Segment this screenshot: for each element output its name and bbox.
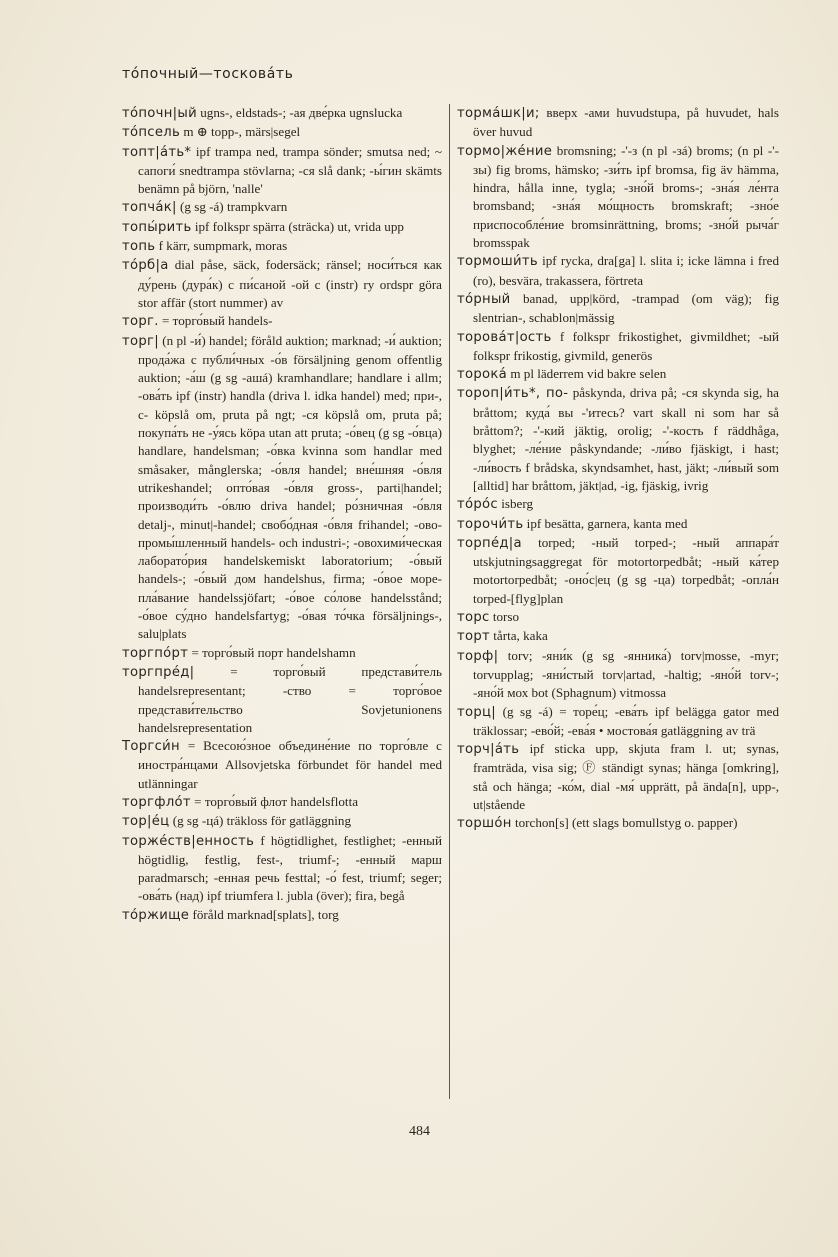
headword: торф| [457, 648, 499, 664]
headword: торт [457, 629, 491, 645]
dictionary-entry [457, 142, 779, 253]
headword: торгфло́т [122, 794, 191, 810]
entry-text: ipf besätta, garnera, kanta med [523, 515, 688, 531]
entry-text: isberg [497, 496, 533, 512]
entry-text: (g sg -цá) träkloss för gatläggning [169, 813, 352, 829]
entry-text: (g sg -á) = торе́ц; -ева́ть ipf belägga gator med träklossar; -ево́й; -ева́я • мостова́я gatläggning av trä [473, 703, 779, 738]
entry-text: dial påse, säck, fodersäck; ränsel; носи́ться как ду́рень (дура́к) с пи́саной -ой с (instr) ry ordspr göra stor affär (stort nummer) av [138, 257, 442, 310]
headword: тор|е́ц [122, 814, 170, 830]
dictionary-entry [122, 218, 442, 237]
dictionary-entry [122, 793, 442, 812]
entry-text: torv; -яни́к (g sg -янника́) torv|mosse, -myr; torvupplag; -яни́стый torv|artad, -haltig; -яно́й torv-; -яно́й мох bot (Sphagnum) vitmossa [473, 647, 779, 701]
dictionary-entry [122, 104, 442, 123]
page-number: 484 [409, 1124, 430, 1139]
headword: топт|а́ть* [122, 144, 192, 160]
dictionary-entry [457, 252, 779, 290]
entry-text: ipf trampa ned, trampa sönder; smutsa ned; ~ сапоги́ snedtrampa stövlarna; -ся slå dank; -ы́гин skämts benämn på björn, 'nalle' [138, 143, 442, 197]
dictionary-entry [457, 534, 779, 608]
dictionary-entry [457, 365, 779, 384]
dictionary-entry [457, 740, 779, 814]
entry-text: banad, upp|körd, -trampad (om väg); fig slentrian-, schablon|mässig [473, 290, 779, 326]
headword: тороп|и́ть*, по- [457, 386, 569, 402]
dictionary-entry [122, 644, 442, 663]
entry-text: f folkspr frikostighet, givmildhet; -ый folkspr frikostig, givmild, generös [473, 328, 779, 363]
dictionary-entry [122, 906, 442, 925]
headword: торц| [457, 704, 497, 720]
entry-text: = торго́вый порт handelshamn [188, 644, 356, 660]
headword: то́почн|ый [122, 106, 197, 121]
dictionary-entry [122, 737, 442, 793]
entry-text: tårta, kaka [490, 628, 548, 644]
headword: топь [122, 239, 156, 255]
dictionary-entry [457, 608, 779, 627]
entry-text: ipf folkspr spärra (sträcka) ut, vrida upp [191, 218, 404, 234]
dictionary-entry [457, 104, 779, 142]
dictionary-entry [122, 143, 442, 199]
dictionary-entry [122, 123, 442, 142]
headword: тормоши́ть [457, 254, 538, 270]
entry-text: torchon[s] (ett slags bomullstyg o. papper) [511, 815, 738, 831]
dictionary-entry [122, 312, 442, 331]
headword: торч|а́ть [457, 742, 520, 758]
entry-text: påskynda, driva på; -ся skynda sig, ha brått​om; куда́ вы -'итесь? vart skall ni som har så bråttom?; -'-кий jäktig, orolig; -'-кость f räddhåga, blyghet; -ле́ние påskyndande; -ли́во fjäskigt, i hast; -ли́вость f brådska, skyndsamhet, hast, jäkt; -ли́вый som [alltid] har bråttom, jäkt|ad, -ig, fjäskig, ivrig [473, 385, 779, 493]
entry-text: bromsning; -'-з (n pl -зá) broms; (n pl -'-зы) fig broms, hämsko; -зи́ть ipf bromsa, fig äv hämma, hindra, hålla inne, tygla; -зно́й broms-; -зна́я ле́нта bromsband; -зна́я мо́щность bromskraft; -зно́е приспособле́ние bromsinrättning, broms; -зно́й рыча́г bromsspak [473, 142, 779, 251]
dictionary-entry [122, 256, 442, 312]
headword: торг| [122, 333, 159, 349]
dictionary-entry [457, 627, 779, 646]
headword: торова́т|ость [457, 329, 552, 345]
entry-text: (g sg -á) trampkvarn [176, 199, 288, 215]
headword: то́псель [122, 125, 181, 141]
entry-text: ipf sticka upp, skjuta fram l. ut; synas, framträda, visa sig; Ⓕ ständigt synas; hänga [omkring], stå och hänga; -ко́м, dial -мя́ upprätt, på ända[n], upp-, ut|stående [473, 741, 779, 812]
entry-text: = Всесою́зное объедине́ние по торго́вле с иностра́нцами Allsovjetska förbundet för handel med utlänningar [138, 738, 442, 791]
dictionary-entry [122, 332, 442, 644]
headword: торма́шк|и; [457, 106, 540, 121]
headword: торока́ [457, 367, 508, 383]
headword: топы́рить [122, 219, 192, 235]
dictionary-entry [457, 384, 779, 495]
headword: тормо|же́ние [457, 143, 553, 159]
entry-text: = торго́вый представи́тель handelsrepresentant; -ство = торго́вое представи́тельство Sovjetunionens handelsrepresentation [138, 663, 442, 735]
entry-text: вверх -ами huvudstupa, på huvudet, hals över huvud [473, 105, 779, 140]
headword: торгпре́д| [122, 664, 195, 680]
headword: торочи́ть [457, 516, 524, 532]
entry-text: föråld marknad[splats], torg [189, 906, 339, 922]
dictionary-entry [457, 290, 779, 328]
entry-text: ugns-, eldstads-; -ая две́рка ugnslucka [196, 105, 403, 120]
headword: топча́к| [122, 200, 177, 216]
headword: торпе́д|а [457, 535, 522, 551]
headword: то́рный [457, 291, 511, 307]
entry-text: = торго́вый флот handelsflotta [190, 793, 359, 809]
headword: торс [457, 610, 490, 626]
entry-text: = торго́вый handels- [158, 313, 273, 329]
entry-text: m pl läderrem vid bakre selen [507, 366, 667, 382]
headword: Торгси́н [122, 739, 180, 755]
headword: то́ржище [122, 907, 190, 923]
entry-text: ipf rycka, dra[ga] l. slita i; icke lämna i fred (ro), besvära, trakassera, förtreta [473, 253, 779, 288]
entry-text: m ⊕ topp-, märs|segel [180, 124, 301, 140]
dictionary-entry [457, 515, 779, 534]
headword: торже́ств|енность [122, 833, 255, 849]
headword: то́ро́с [457, 497, 498, 513]
headword: торг. [122, 314, 159, 330]
entry-text: f högtidlighet, festlighet; -енный högtidlig, festlig, fest-, triumf-; -енный марш paradmarsch; -енная речь festtal; -о́ fest, triumf; seger; -ова́ть (над) ipf triumfera l. jubla (över); fira, begå [138, 832, 442, 904]
dictionary-entry [122, 832, 442, 906]
running-head: то́почный—тоскова́ть [122, 66, 294, 82]
dictionary-entry [457, 703, 779, 741]
column-divider [449, 104, 450, 1099]
entry-text: f kärr, sumpmark, moras [155, 238, 288, 254]
dictionary-entry [457, 328, 779, 366]
entry-text: (n pl -и́) handel; föråld auktion; marknad; -и́ auktion; прода́жа с публи́чных -о́в försäljning genom offentlig auktion; -а́ш (g sg -ашá) kramhandlare; handlare i allm; -ова́ть ipf (instr) handla (driva l. idka handel) med; при-, с- köpslå om, pruta på ngt; -ся köpslå om, pruta på; покупа́ть не -у́ясь köpa utan att pruta; -о́вец (g sg -о́вца) handlare, handelsman; -о́вка kvinna som handlar med småsaker, månglerska; -о́вля handel; вне́шняя -о́вля utrikeshandel; опто́вая -о́вля gross-, parti|handel; производи́ть -о́влю driva handel; ро́зничная -о́вля detalj-, minut|-handel; свобо́дная -о́вля frihandel; -ово-промы́шленный handels- och industri-; -овохими́ческая лаборато́рия handelskemiskt laboratorium; -о́вый handels-; -о́вый дом handelshus, firma; -о́вое море-пла́вание handelssjöfart; -о́вое со́лове handelsstånd; -о́вое су́дно handelsfartyg; -о́вая то́чка försäljnings-, salu|plats [138, 332, 442, 642]
dictionary-entry [457, 814, 779, 833]
entry-text: torso [489, 609, 520, 625]
entry-text: torped; -ный torped-; -ный аппара́т utskjutningsaggregat för motortorpedbåt; -ный ка́тер motortorpedbåt; -оно́с|ец (g sg -ца) torpedbåt; -опла́н torped-[flyg]plan [473, 534, 779, 606]
dictionary-entry [122, 198, 442, 217]
dictionary-entry [122, 663, 442, 737]
right-column [457, 104, 779, 834]
headword: торгпо́рт [122, 645, 189, 661]
headword: торшо́н [457, 816, 512, 832]
headword: то́рб|а [122, 258, 169, 274]
left-column [122, 104, 442, 925]
dictionary-entry [122, 812, 442, 831]
dictionary-entry [457, 495, 779, 514]
dictionary-entry [457, 647, 779, 703]
dictionary-entry [122, 237, 442, 256]
